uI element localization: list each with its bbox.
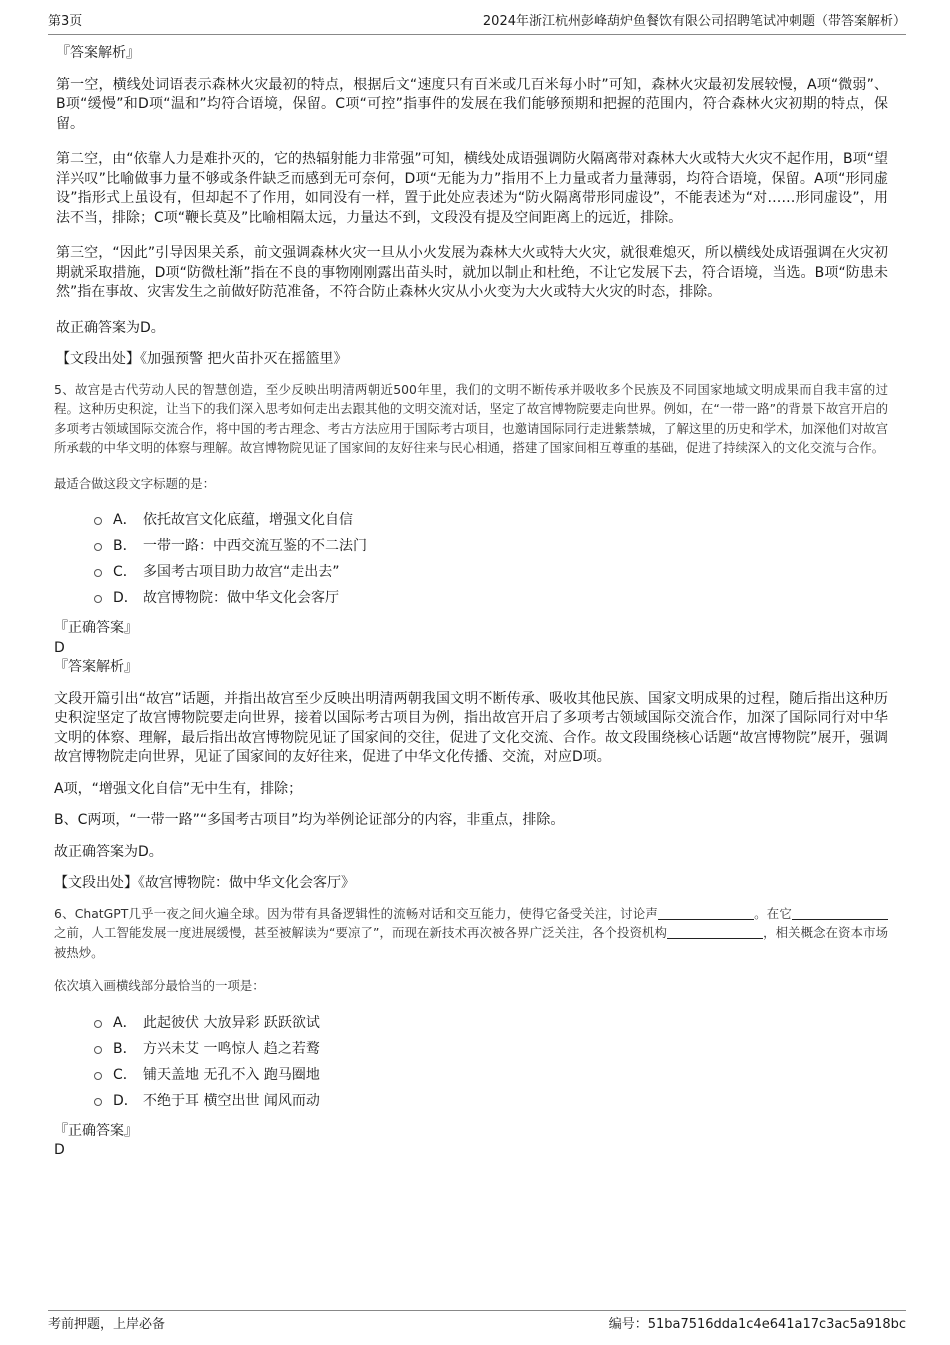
radio-icon[interactable] [94,543,102,551]
conclusion: 故正确答案为D。 [56,319,165,336]
answer-value: D [54,639,65,656]
blank-line [658,906,754,920]
radio-icon[interactable] [94,1098,102,1106]
option-list [54,507,888,611]
page-number: 第3页 [48,14,83,29]
q4-analysis [56,44,888,370]
conclusion: 故正确答案为D。 [54,843,163,860]
analysis-paragraph: 第一空，横线处词语表示森林火灾最初的特点，根据后文“速度只有百米或几百米每小时”可知，森林火灾最初发展较慢，A项“微弱”、B项“缓慢”和D项“温和”均符合语境，保留。C项“可控”指事件的发展在我们能够预期和把握的范围内，符合森林火灾初期的特点，保留。 [56,76,888,132]
page-footer [48,1310,906,1332]
radio-icon[interactable] [94,569,102,577]
question-text: 5、故宫是古代劳动人民的智慧创造，至少反映出明清两朝近500年里，我们的文明不断传承并吸收多个民族及不同国家地域文明成果而自我丰富的过程。这种历史积淀，让当下的我们深入思考如何走出去跟其他的文明交流对话，坚定了故宫博物院要走向世界。例如，在“一带一路”的背景下故宫开启的多项考古领域国际交流合作，将中国的考古理念、考古方法应用于国际考古项目，也邀请国际同行走进紫禁城，了解这里的历史和学术，加深他们对故宫所承载的中华文明的体察与理解。故宫博物院见证了国家间的友好往来与民心相通，搭建了国家间相互尊重的基础，促进了持续深入的文化交流与合作。 [54,381,888,455]
analysis-paragraph: 第三空，“因此”引导因果关系，前文强调森林火灾一旦从小火发展为森林大火或特大火灾，就很难熄灭，所以横线处成语强调在火灾初期就采取措施，D项“防微杜渐”指在不良的事物刚刚露出苗头时，就加以制止和杜绝，不让它发展下去，符合语境，当选。B项“防患未然”指在事故、灾害发生之前做好防范准备，不符合防止森林火灾从小火变为大火或特大火灾的时态，排除。 [56,245,888,300]
option-a[interactable]: A． 依托故宫文化底蕴，增强文化自信 [54,507,888,533]
footer-slogan: 考前押题，上岸必备 [48,1317,166,1332]
option-b[interactable]: B． 方兴未艾 一鸣惊人 趋之若鹜 [54,1036,888,1062]
answer-value: D [54,1142,65,1158]
analysis-note: B、C两项，“一带一路”“多国考古项目”均为举例论证部分的内容，非重点，排除。 [54,812,565,828]
question-text: 6、ChatGPT几乎一夜之间火遍全球。因为带有具备逻辑性的流畅对话和交互能力，使得它备受关注，讨论声 。在它之前，人工智能发展一度进展缓慢，甚至被解读为“要凉了”，而现在新技术再次被各界广泛关注，各个投资机构 ，相关概念在资本市场被热炒。 [54,905,889,960]
question-6 [54,904,888,1161]
source-line: 【文段出处】《加强预警 把火苗扑灭在摇篮里》 [56,351,348,367]
question-5 [54,380,888,894]
radio-icon[interactable] [94,517,102,525]
answer-label: 『正确答案』 [54,1122,138,1139]
question-prompt: 最适合做这段文字标题的是： [54,475,216,491]
answer-label: 『正确答案』 [54,620,138,636]
option-d[interactable]: D． 不绝于耳 横空出世 闻风而动 [54,1088,888,1114]
analysis-paragraph: 第二空，由“依靠人力是难扑灭的，它的热辐射能力非常强”可知，横线处成语强调防火隔离带对森林大火或特大火灾不起作用，B项“望洋兴叹”比喻做事力量不够或条件缺乏而感到无可奈何，D项“无能为力”指用不上力量或者力量薄弱，均符合语境，保留。A项“形同虚设”指形式上虽设有，但却起不了作用，如同没有一样，置于此处应表述为“防火隔离带形同虚设”，不能表述为“对……形同虚设”，用法不当，排除；C项“鞭长莫及”比喻相隔太远，力量达不到，文段没有提及空间距离上的远近，排除。 [56,151,888,226]
radio-icon[interactable] [94,1046,102,1054]
radio-icon[interactable] [94,1020,102,1028]
option-c[interactable]: C． 铺天盖地 无孔不入 跑马圈地 [54,1062,888,1088]
option-a[interactable]: A． 此起彼伏 大放异彩 跃跃欲试 [54,1010,888,1036]
analysis-paragraph: 文段开篇引出“故宫”话题，并指出故宫至少反映出明清两朝我国文明不断传承、吸收其他民族、国家文明成果的过程，随后指出这种历史积淀坚定了故宫博物院要走向世界，接着以国际考古项目为例，指出故宫开启了多项考古领域国际交流合作，加深了国际同行对中华文明的体察、理解，最后指出故宫博物院见证了国家间的交往，促进了文化交流、合作。故文段围绕核心话题“故宫博物院”展开，强调故宫博物院走向世界，见证了国家间的友好往来，促进了中华文化传播、交流，对应D项。 [54,690,888,765]
analysis-label: 『答案解析』 [54,659,138,675]
radio-icon[interactable] [94,1072,102,1080]
document-body [56,44,888,1161]
analysis-label: 『答案解析』 [56,45,140,61]
document-id: 编号：51ba7516dda1c4e641a17c3ac5a918bc [608,1317,906,1332]
source-line: 【文段出处】《故宫博物院：做中华文化会客厅》 [54,875,355,891]
document-title: 2024年浙江杭州彭峰葫炉鱼餐饮有限公司招聘笔试冲刺题（带答案解析） [482,14,906,29]
option-d[interactable]: D． 故宫博物院：做中华文化会客厅 [54,585,888,611]
option-list [54,1010,888,1114]
blank-line [667,925,763,939]
analysis-note: A项，“增强文化自信”无中生有，排除； [54,780,303,797]
radio-icon[interactable] [94,595,102,603]
page-header [48,12,906,35]
question-prompt: 依次填入画横线部分最恰当的一项是： [54,978,265,993]
option-b[interactable]: B． 一带一路：中西交流互鉴的不二法门 [54,533,888,559]
blank-line [792,906,888,920]
option-c[interactable]: C． 多国考古项目助力故宫“走出去” [54,559,888,585]
